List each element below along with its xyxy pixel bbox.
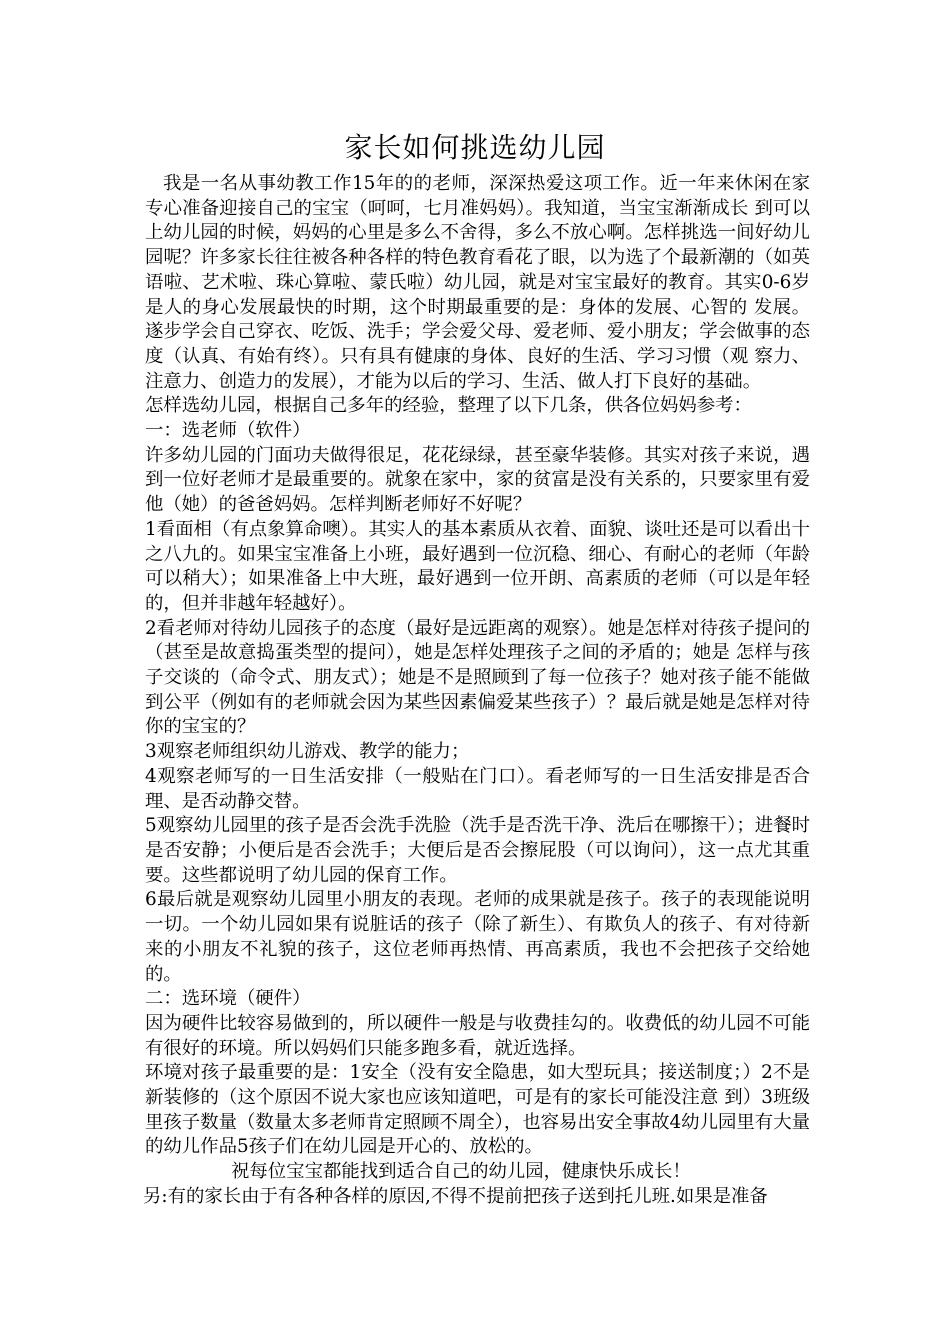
section-heading-environment: 二：选环境（硬件） bbox=[145, 988, 311, 1010]
document-body bbox=[145, 172, 810, 1210]
environment-criteria: 环境对孩子最重要的是：1安全（没有安全隐患，如大型玩具；接送制度；）2不是新装修的（这个原因不说大家也应该知道吧，可是有的家长可能没注意 到）3班级里孩子数量（数量太多老师肯定照顾不周全），也容易出安全事故4幼儿园里有大量的幼儿作品5孩子们在幼儿园是开心的、放松的。 bbox=[145, 1062, 810, 1158]
environment-paragraph: 因为硬件比较容易做到的，所以硬件一般是与收费挂勾的。收费低的幼儿园不可能有很好的环境。所以妈妈们只能多跑多看，就近选择。 bbox=[145, 1012, 810, 1059]
intro-paragraph: 我是一名从事幼教工作15年的的老师，深深热爱这项工作。近一年来休闲在家专心准备迎接自己的宝宝（呵呵，七月准妈妈）。我知道，当宝宝渐渐成长 到可以上幼儿园的时候，妈妈的心里是多么不舍得，多么不放心啊。怎样挑选一间好幼儿园呢？许多家长往往被各种各样的特色教育看花了眼，以为选了个最新潮的（如英语啦、艺术啦、珠心算啦、蒙氏啦）幼儿园，就是对宝宝最好的教育。其实0-6岁是人的身心发展最快的时期，这个时期最重要的是：身体的发展、心智的 发展。遂步学会自己穿衣、吃饭、洗手；学会爱父母、爱老师、爱小朋友；学会做事的态度（认真、有始有终）。只有具有健康的身体、良好的生活、学习习惯（观 察力、注意力、创造力的发展），才能为以后的学习、生活、做人打下良好的基础。 bbox=[145, 173, 810, 392]
blessing-line: 祝每位宝宝都能找到适合自己的幼儿园，健康快乐成长！ bbox=[231, 1161, 691, 1183]
tip-3-ability: 3观察老师组织幼儿游戏、教学的能力； bbox=[145, 741, 470, 763]
document-title: 家长如何挑选幼儿园 bbox=[344, 131, 606, 164]
tip-4-schedule: 4观察老师写的一日生活安排（一般贴在门口）。看老师写的一日生活安排是否合理、是否动静交替。 bbox=[145, 765, 810, 812]
teachers-paragraph: 许多幼儿园的门面功夫做得很足，花花绿绿，甚至豪华装修。其实对孩子来说，遇到一位好老师才是最重要的。就象在家中，家的贫富是没有关系的，只要家里有爱他（她）的爸爸妈妈。怎样判断老师好不好呢？ bbox=[145, 444, 810, 516]
reference-intro: 怎样选幼儿园，根据自己多年的经验，整理了以下几条，供各位妈妈参考： bbox=[145, 395, 752, 417]
section-heading-teachers: 一：选老师（软件） bbox=[145, 420, 311, 442]
footnote-line: 另:有的家长由于有各种各样的原因,不得不提前把孩子送到托儿班.如果是准备 bbox=[143, 1185, 768, 1207]
tip-2-attitude: 2看老师对待幼儿园孩子的态度（最好是远距离的观察）。她是怎样对待孩子提问的（甚至是故意捣蛋类型的提问），她是怎样处理孩子之间的矛盾的；她是 怎样与孩子交谈的（命令式、朋友式）；她是不是照顾到了每一位孩子？她对孩子能不能做到公平（例如有的老师就会因为某些因素偏爱某些孩子）？最后就是她是怎样对待你的宝宝的？ bbox=[145, 617, 810, 738]
tip-6-children: 6最后就是观察幼儿园里小朋友的表现。老师的成果就是孩子。孩子的表现能说明一切。一个幼儿园如果有说脏话的孩子（除了新生）、有欺负人的孩子、有对待新来的小朋友不礼貌的孩子，这位老师再热情、再高素质，我也不会把孩子交给她的。 bbox=[145, 889, 810, 985]
tip-5-hygiene: 5观察幼儿园里的孩子是否会洗手洗脸（洗手是否洗干净、洗后在哪擦干）；进餐时是否安静；小便后是否会洗手；大便后是否会擦屁股（可以询问），这一点尤其重要。这些都说明了幼儿园的保育工作。 bbox=[145, 815, 810, 886]
tip-1-appearance: 1看面相（有点象算命噢）。其实人的基本素质从衣着、面貌、谈吐还是可以看出十之八九的。如果宝宝准备上小班，最好遇到一位沉稳、细心、有耐心的老师（年龄可以稍大）；如果准备上中大班，最好遇到一位开朗、高素质的老师（可以是年轻的，但并非越年轻越好）。 bbox=[145, 518, 810, 614]
